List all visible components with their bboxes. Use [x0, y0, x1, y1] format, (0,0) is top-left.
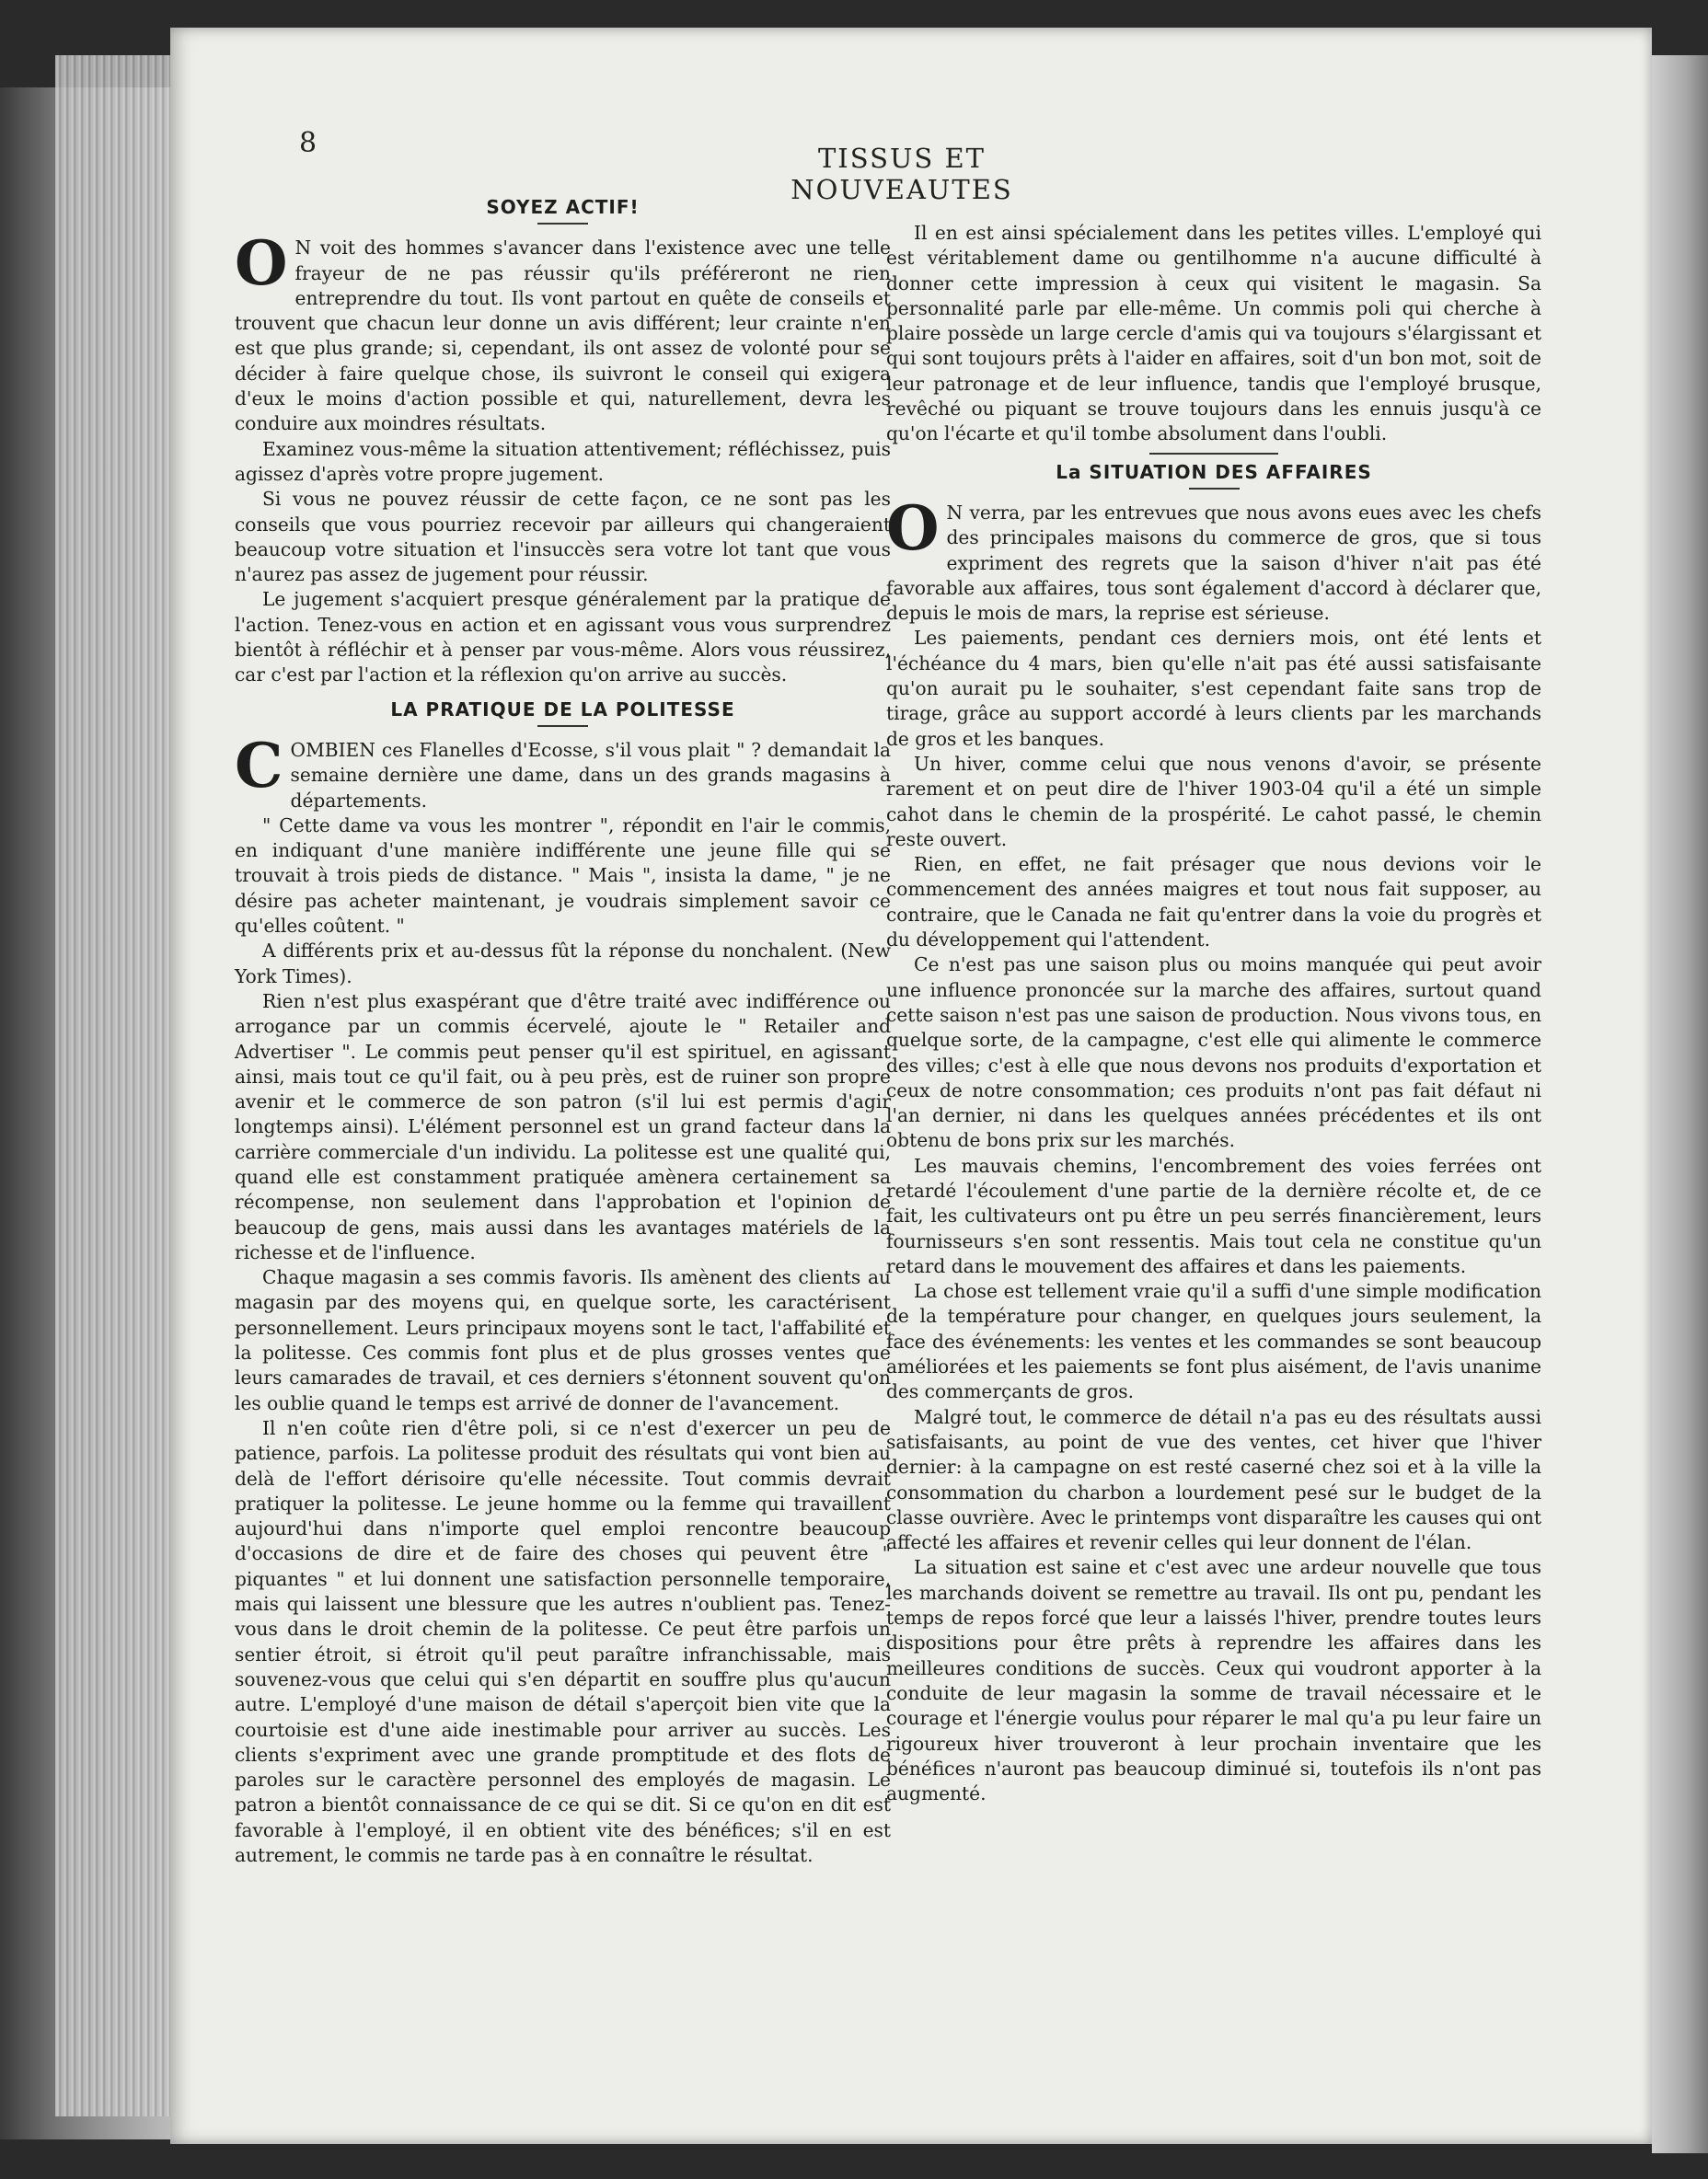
- title-rule: [537, 223, 588, 225]
- article-paragraph: Ce n'est pas une saison plus ou moins manquée qui peut avoir une influence prononcée sur la marche des affaires, surtout quand cette saison n'est pas une saison de production. Nous vivons tous, en quelque sorte, de la campagne, c'est elle qui alimente le commerce des villes; c'est à elle que nous devons nos produits d'exportation et ceux de notre consommation; ces produits n'ont pas fait défaut ni l'an dernier, ni dans les quelques années précédentes et ils ont obtenu de bons prix sur les marchés.: [886, 953, 1541, 1152]
- title-rule: [1189, 488, 1240, 490]
- article-paragraph: Si vous ne pouvez réussir de cette façon, ce ne sont pas les conseils que vous pourriez recevoir par ailleurs qui changeraient beaucoup votre situation et l'insuccès sera votre lot tant que vous n'aurez pas assez de jugement pour réussir.: [235, 488, 891, 586]
- article-paragraph: Malgré tout, le commerce de détail n'a pas eu des résultats aussi satisfaisants, au point de vue des ventes, cet hiver que l'hiver dernier: à la campagne on est resté caserné chez soi et à la ville la consommation du charbon a lourdement pesé sur le budget de la classe ouvrière. Avec le printemps vont disparaître les causes qui ont affecté les affaires et revenir celles qui leur donnent de l'élan.: [886, 1405, 1541, 1554]
- article-paragraph: Rien n'est plus exaspérant que d'être traité avec indifférence ou arrogance par un commis écervelé, ajoute le " Retailer and Advertiser ". Le commis peut penser qu'il est spirituel, en agissant ainsi, mais tout ce qu'il fait, ou à peu près, est de ruiner son propre avenir et le commerce de son patron (s'il lui est permis d'agir longtemps ainsi). L'élément personnel est un grand facteur dans la carrière commerciale d'un individu. La politesse est une qualité qui, quand elle est constamment pratiquée amènera certainement sa récompense, non seulement dans l'approbation et l'opinion de beaucoup de gens, mais aussi dans les avantages matériels de la richesse et de l'influence.: [235, 989, 891, 1263]
- article-paragraph: Les paiements, pendant ces derniers mois, ont été lents et l'échéance du 4 mars, bien qu'elle n'ait pas été aussi satisfaisante qu'on aurait pu le souhaiter, s'est cependant faite sans trop de tirage, grâce au support accordé à leurs clients par les marchands de gros et les banques.: [886, 627, 1541, 750]
- article-paragraph: La situation est saine et c'est avec une ardeur nouvelle que tous les marchands doivent se remettre au travail. Ils ont pu, pendant les temps de repos forcé que leur a laissés l'hiver, prendre toutes leurs dispositions pour être prêts à reprendre les affaires dans les meilleures conditions de succès. Ceux qui voudront apporter à la conduite de leur magasin la somme de travail nécessaire et le courage et l'énergie voulus pour réparer le mal qu'a pu leur faire un rigoureux hiver trouveront à leur prochain inventaire que les bénéfices n'auront pas beaucoup diminué si, toutefois ils n'ont pas augmenté.: [886, 1556, 1541, 1805]
- article-paragraph: O N verra, par les entrevues que nous avons eues avec les chefs des principales maisons du commerce de gros, que si tous expriment des regrets que la saison d'hiver n'ait pas été favorable aux affaires, tous sont également d'accord à déclarer que, depuis le mois de mars, la reprise est sérieuse.: [886, 491, 1541, 625]
- article-paragraph: Chaque magasin a ses commis favoris. Ils amènent des clients au magasin par des moyens qui, en quelque sorte, les caractérisent personnellement. Leurs principaux moyens sont le tact, l'affabilité et la politesse. Ces commis font plus et de plus grosses ventes que leurs camarades de travail, et ces derniers s'étonnent souvent qu'on les oublie quand le temps est arrivé de donner de l'avancement.: [235, 1266, 891, 1414]
- running-title: TISSUS ET NOUVEAUTES: [791, 143, 1013, 205]
- article-paragraph: Il n'en coûte rien d'être poli, si ce n'est d'exercer un peu de patience, parfois. La politesse produit des résultats qui vont bien au delà de l'effort dérisoire qu'elle nécessite. Tout commis devrait pratiquer la politesse. Le jeune homme ou la femme qui travaillent aujourd'hui dans n'importe quel emploi rencontre beaucoup d'occasions de dire et de faire des choses qui peuvent être " piquantes " et lui donnent une satisfaction personnelle temporaire, mais qui laissent une blessure que les autres n'oublient pas. Tenez-vous dans le droit chemin de la politesse. Ce peut être parfois un sentier étroit, si étroit qu'il peut paraître infranchissable, mais souvenez-vous que celui qui s'en départit en souffre plus qu'aucun autre. L'employé d'une maison de détail s'aperçoit bien vite que la courtoisie est d'une aide inestimable pour arriver au succès. Les clients s'expriment avec une grande promptitude et des flots de paroles sur le caractère personnel des employés de magasin. Le patron a bientôt connaissance de ce qui se dit. Si ce qu'on en dit est favorable à l'employé, il en obtient vite des bénéfices; s'il en est autrement, le commis ne tarde pas à en connaître le résultat.: [235, 1416, 891, 1866]
- article-title: La SITUATION DES AFFAIRES: [1056, 460, 1372, 483]
- article-paragraph: Examinez vous-même la situation attentivement; réfléchissez, puis agissez d'après votre propre jugement.: [235, 437, 891, 485]
- article-paragraph: " Cette dame va vous les montrer ", répondit en l'air le commis, en indiquant d'une manière indifférente une jeune fille qui se trouvait à trois pieds de distance. " Mais ", insista la dame, " je ne désire pas acheter maintenant, je voudrais simplement savoir ce qu'elles coûtent. ": [235, 813, 891, 938]
- article-paragraph: COMBIEN ces Flanelles d'Ecosse, s'il vous plait " ? demandait la semaine dernière une dame, dans un des grands magasins à départements.: [235, 729, 891, 812]
- article-paragraph: Il en est ainsi spécialement dans les petites villes. L'employé qui est véritablement dame ou gentilhomme n'a aucune difficulté à donner cette impression à ceux qui visitent le magasin. Sa personnalité parle par elle-même. Un commis poli qui cherche à plaire possède un large cercle d'amis qui va toujours s'élargissant et qui sont toujours prêts à l'aider en affaires, soit d'un bon mot, soit de leur patronage et de leur influence, tandis que l'employé brusque, revêché ou piquant se trouve toujours dans les ennuis jusqu'à ce qu'on l'écarte et qu'il tombe absolument dans l'oubli.: [886, 222, 1541, 445]
- page-number: 8: [299, 127, 317, 159]
- article-title: SOYEZ ACTIF!: [486, 196, 640, 218]
- drop-cap: C: [235, 729, 283, 801]
- article-paragraph: Un hiver, comme celui que nous venons d'avoir, se présente rarement et on peut dire de l'hiver 1903-04 qu'il a été un simple cahot dans le chemin de la prospérité. Le cahot passé, le chemin reste ouvert.: [886, 752, 1541, 850]
- section-divider: [1149, 453, 1278, 455]
- drop-cap: O: [886, 491, 940, 564]
- article-title: LA PRATIQUE DE LA POLITESSE: [390, 698, 735, 721]
- article-paragraph: La chose est tellement vraie qu'il a suffi d'une simple modification de la température pour changer, en quelques jours seulement, la face des événements: les ventes et les commandes se sont beaucoup améliorées et les paiements se font plus aisément, de l'avis unanime des commerçants de gros.: [886, 1280, 1541, 1403]
- facing-page-edge: [1652, 55, 1708, 2153]
- right-column: [886, 221, 1541, 1806]
- article-paragraph: A différents prix et au-dessus fût la réponse du nonchalent. (New York Times).: [235, 940, 891, 987]
- title-rule: [537, 725, 588, 727]
- drop-cap: O: [235, 227, 288, 300]
- article-paragraph: O N voit des hommes s'avancer dans l'existence avec une telle frayeur de ne pas réussir qu'ils préféreront ne rien entreprendre du tout. Ils vont partout en quête de conseils et trouvent que chacun leur donne un avis différent; leur crainte n'en est que plus grande; si, cependant, ils ont assez de volonté pour se décider à faire quelque chose, ils suivront le conseil qui exigera d'eux le moins d'action possible et qui, naturellement, devra les conduire aux moindres résultats.: [235, 227, 891, 435]
- article-paragraph: Rien, en effet, ne fait présager que nous devions voir le commencement des années maigres et tout nous fait supposer, au contraire, que le Canada ne fait qu'entrer dans la voie du progrès et du développement qui l'attendent.: [886, 853, 1541, 951]
- left-column: [235, 191, 891, 1868]
- article-paragraph: Les mauvais chemins, l'encombrement des voies ferrées ont retardé l'écoulement d'une partie de la dernière récolte et, de ce fait, les cultivateurs ont pu être un peu serrés financièrement, leurs fournisseurs s'en sont ressentis. Mais tout cela ne constitue qu'un retard dans le mouvement des affaires et dans les paiements.: [886, 1154, 1541, 1277]
- article-paragraph: Le jugement s'acquiert presque généralement par la pratique de l'action. Tenez-vous en action et en agissant vous vous surprendrez bientôt à réfléchir et à penser par vous-même. Alors vous réussirez, car c'est par l'action et la réflexion qu'on arrive au succès.: [235, 588, 891, 686]
